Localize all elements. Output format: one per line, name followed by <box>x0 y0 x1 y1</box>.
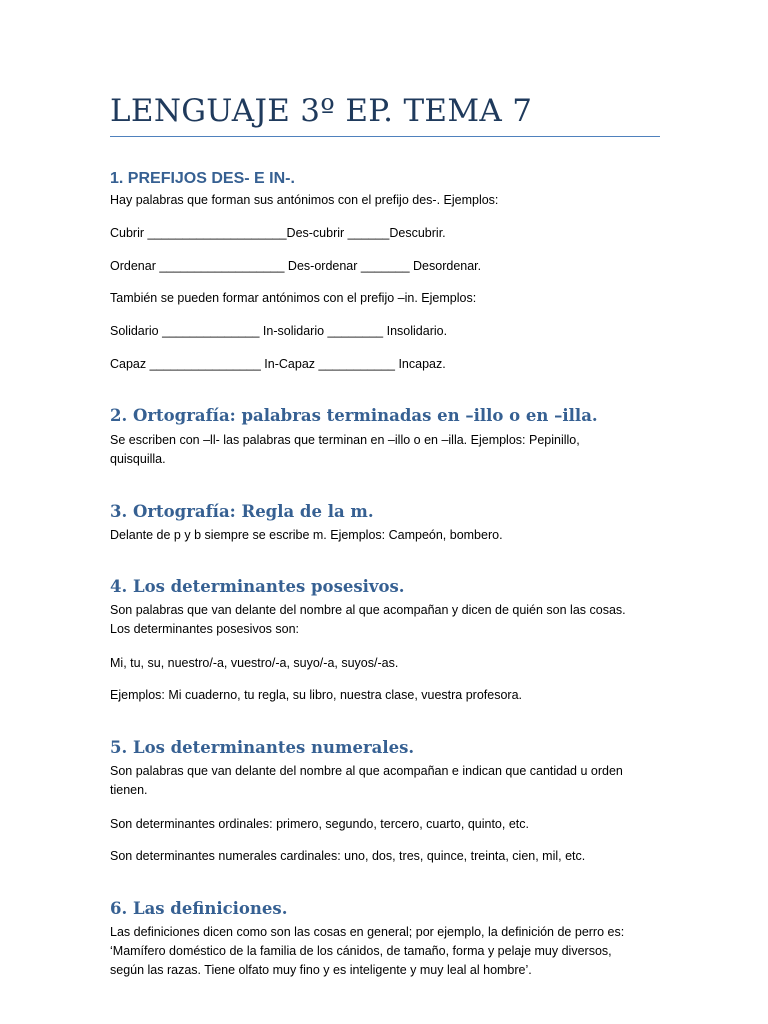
section-1-example-4: Capaz ________________ In-Capaz ___________ Incapaz. <box>110 357 446 371</box>
title-underline <box>110 136 660 137</box>
section-1-example-1: Cubrir ____________________Des-cubrir ______Descubrir. <box>110 226 446 240</box>
section-3-text: Delante de p y b siempre se escribe m. Ejemplos: Campeón, bombero. <box>110 528 503 542</box>
section-4-heading: 4. Los determinantes posesivos. <box>110 577 405 596</box>
section-2-heading: 2. Ortografía: palabras terminadas en –illo o en –illa. <box>110 406 598 425</box>
section-1-heading: 1. PREFIJOS DES- E IN-. <box>110 170 295 187</box>
section-4-examples: Ejemplos: Mi cuaderno, tu regla, su libro, nuestra clase, vuestra profesora. <box>110 688 523 702</box>
section-6-text: Las definiciones dicen como son las cosas en general; por ejemplo, la definición de perro es: ‘Mamífero doméstico de la familia de los cánidos, de tamaño, forma y pelaje muy diversos, según las razas. Tiene olfato muy fino y es inteligente y muy leal al hombre’. <box>110 925 625 977</box>
section-5-heading: 5. Los determinantes numerales. <box>110 738 415 757</box>
section-1-example-2: Ordenar __________________ Des-ordenar _______ Desordenar. <box>110 259 482 273</box>
section-4-text: Son palabras que van delante del nombre al que acompañan y dicen de quién son las cosas. Los determinantes posesivos son: <box>110 603 626 636</box>
section-1-example-3: Solidario ______________ In-solidario ________ Insolidario. <box>110 324 448 338</box>
section-1-text: Hay palabras que forman sus antónimos con el prefijo des-. Ejemplos: <box>110 193 499 207</box>
section-3-heading: 3. Ortografía: Regla de la m. <box>110 502 374 521</box>
section-6-heading: 6. Las definiciones. <box>110 899 288 918</box>
section-5-cardinals: Son determinantes numerales cardinales: uno, dos, tres, quince, treinta, cien, mil, etc. <box>110 849 586 863</box>
document-title: LENGUAJE 3º EP. TEMA 7 <box>110 93 533 129</box>
section-5-ordinals: Son determinantes ordinales: primero, segundo, tercero, cuarto, quinto, etc. <box>110 817 529 831</box>
section-4-list: Mi, tu, su, nuestro/-a, vuestro/-a, suyo/-a, suyos/-as. <box>110 656 399 670</box>
section-1-text-2: También se pueden formar antónimos con el prefijo –in. Ejemplos: <box>110 291 477 305</box>
section-5-text: Son palabras que van delante del nombre al que acompañan e indican que cantidad u orden tienen. <box>110 764 623 797</box>
section-2-text: Se escriben con –ll- las palabras que terminan en –illo o en –illa. Ejemplos: Pepinillo, quisquilla. <box>110 433 580 466</box>
